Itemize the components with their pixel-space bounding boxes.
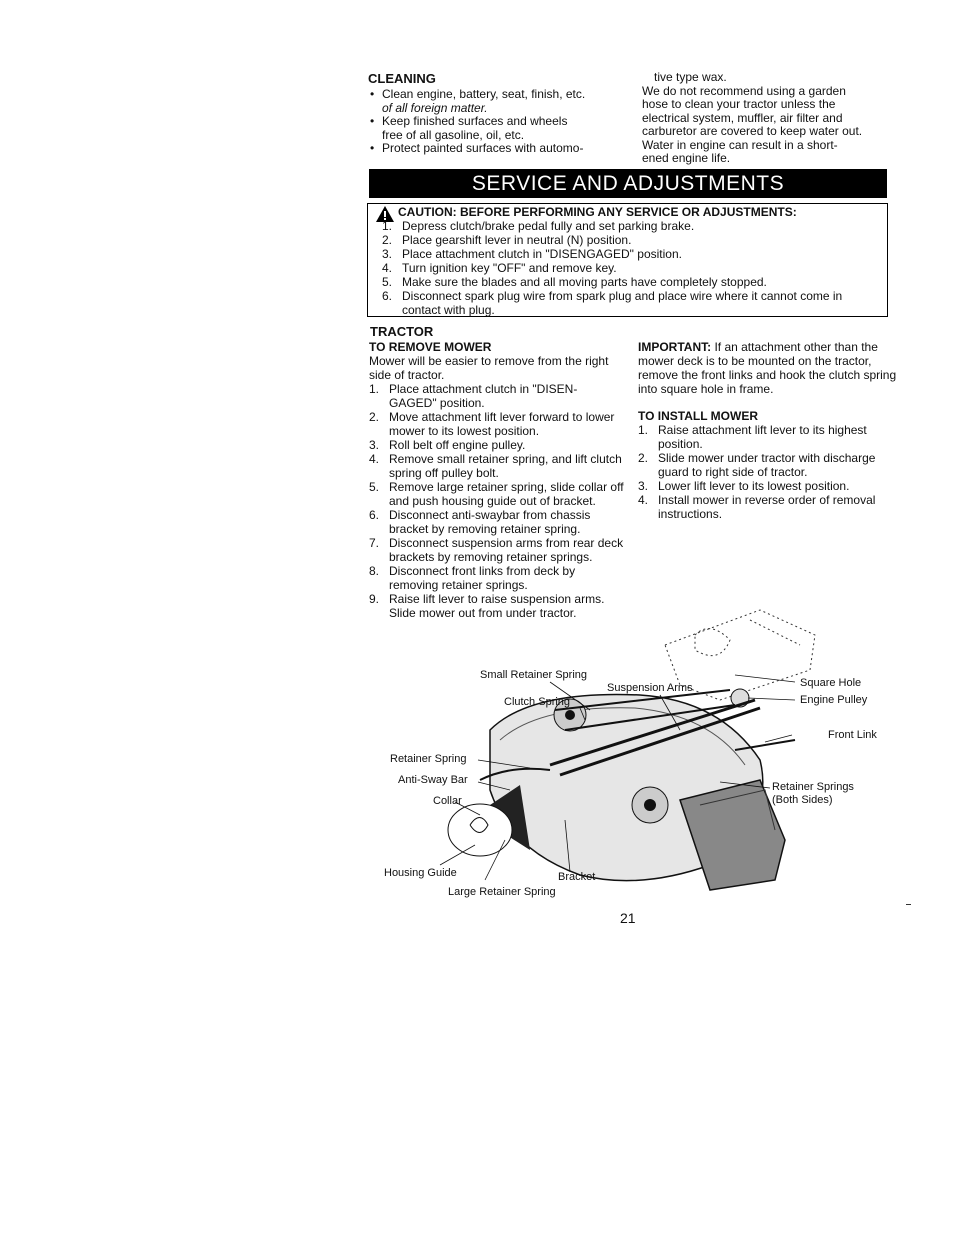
list-item: 5. Remove large retainer spring, slide collar off and push housing guide out of bracket. — [369, 480, 624, 508]
label-housing-guide: Housing Guide — [384, 867, 457, 879]
list-item: 3. Place attachment clutch in "DISENGAGED" position. — [382, 247, 682, 261]
label-square-hole: Square Hole — [800, 677, 862, 689]
cleaning-continued — [642, 71, 902, 166]
list-item: 1. Place attachment clutch in "DISEN-GAGED" position. — [369, 382, 578, 410]
remove-steps — [369, 382, 624, 620]
caution-steps — [382, 219, 882, 317]
margin-mark — [906, 904, 911, 905]
label-small-retainer-spring: Small Retainer Spring — [480, 669, 587, 681]
list-item: 4. Install mower in reverse order of removal instructions. — [638, 493, 876, 521]
text-line: ened engine life. — [642, 151, 731, 165]
text-line: tive type wax. — [654, 70, 727, 84]
pulley-hub — [565, 710, 575, 720]
remove-mower-section — [369, 340, 624, 620]
list-item: • Protect painted surfaces with automo- — [368, 142, 638, 156]
list-item: 2. Move attachment lift lever forward to lower mower to its lowest position. — [369, 410, 615, 438]
install-steps — [638, 423, 898, 521]
list-item: 8. Disconnect front links from deck by removing retainer springs. — [369, 564, 576, 592]
label-clutch-spring: Clutch Spring — [504, 696, 571, 708]
list-item: 2. Place gearshift lever in neutral (N) position. — [382, 233, 632, 247]
list-item: 6. Disconnect anti-swaybar from chassis bracket by removing retainer spring. — [369, 508, 591, 536]
label-front-link: Front Link — [828, 729, 877, 741]
label-collar: Collar — [433, 795, 462, 807]
label-both-sides: (Both Sides) — [772, 794, 833, 806]
install-mower-heading: TO INSTALL MOWER — [638, 409, 758, 423]
label-engine-pulley: Engine Pulley — [800, 694, 868, 706]
remove-intro: Mower will be easier to remove from the right side of tractor. — [369, 354, 609, 382]
cleaning-bullets — [368, 88, 638, 156]
list-item: 4. Turn ignition key "OFF" and remove key. — [382, 261, 617, 275]
list-item: 1. Raise attachment lift lever to its highest position. — [638, 423, 867, 451]
label-large-retainer-spring: Large Retainer Spring — [448, 886, 556, 898]
list-item: • Clean engine, battery, seat, finish, etc. of all foreign matter. — [368, 88, 638, 115]
remove-mower-heading: TO REMOVE MOWER — [369, 340, 492, 354]
label-anti-sway-bar: Anti-Sway Bar — [398, 774, 468, 786]
label-suspension-arms: Suspension Arms — [607, 682, 693, 694]
cleaning-heading: CLEANING — [368, 71, 436, 86]
page-number: 21 — [620, 910, 636, 926]
list-item: 3. Roll belt off engine pulley. — [369, 438, 526, 452]
label-bracket: Bracket — [558, 871, 596, 883]
list-item: 5. Make sure the blades and all moving parts have completely stopped. — [382, 275, 767, 289]
list-item: 7. Disconnect suspension arms from rear deck brackets by removing retainer springs. — [369, 536, 624, 564]
list-item: • Keep finished surfaces and wheels free of all gasoline, oil, etc. — [368, 115, 638, 142]
mower-diagram — [380, 590, 900, 910]
text-line: Water in engine can result in a short- — [642, 137, 838, 152]
tractor-heading: TRACTOR — [370, 324, 434, 339]
text-line: carburetor are covered to keep water out. — [642, 124, 863, 138]
text-line: electrical system, muffler, air filter and — [642, 110, 843, 125]
list-item: 3. Lower lift lever to its lowest position. — [638, 479, 850, 493]
install-section — [638, 340, 898, 521]
text-line: We do not recommend using a garden — [642, 83, 846, 98]
list-item: 9. Raise lift lever to raise suspension arms. Slide mower out from under tractor. — [369, 592, 605, 620]
list-item: 6. Disconnect spark plug wire from spark plug and place wire where it cannot come in contact with plug. — [382, 289, 843, 317]
list-item: 2. Slide mower under tractor with discharge guard to right side of tractor. — [638, 451, 876, 479]
list-item: 1. Depress clutch/brake pedal fully and set parking brake. — [382, 219, 695, 233]
collar-magnifier — [448, 804, 512, 856]
caution-heading: CAUTION: BEFORE PERFORMING ANY SERVICE OR ADJUSTMENTS: — [398, 205, 797, 219]
pulley-hub — [644, 799, 656, 811]
important-note: IMPORTANT: If an attachment other than the mower deck is to be mounted on the tractor, remove the front links and hook the clutch spring into square hole in frame. — [638, 340, 897, 396]
text-line: hose to clean your tractor unless the — [642, 97, 836, 111]
section-banner: SERVICE AND ADJUSTMENTS — [369, 169, 887, 198]
list-item: 4. Remove small retainer spring, and lift clutch spring off pulley bolt. — [369, 452, 622, 480]
label-retainer-springs: Retainer Springs — [772, 781, 854, 793]
label-retainer-spring: Retainer Spring — [390, 753, 467, 765]
discharge-guard — [680, 780, 785, 890]
